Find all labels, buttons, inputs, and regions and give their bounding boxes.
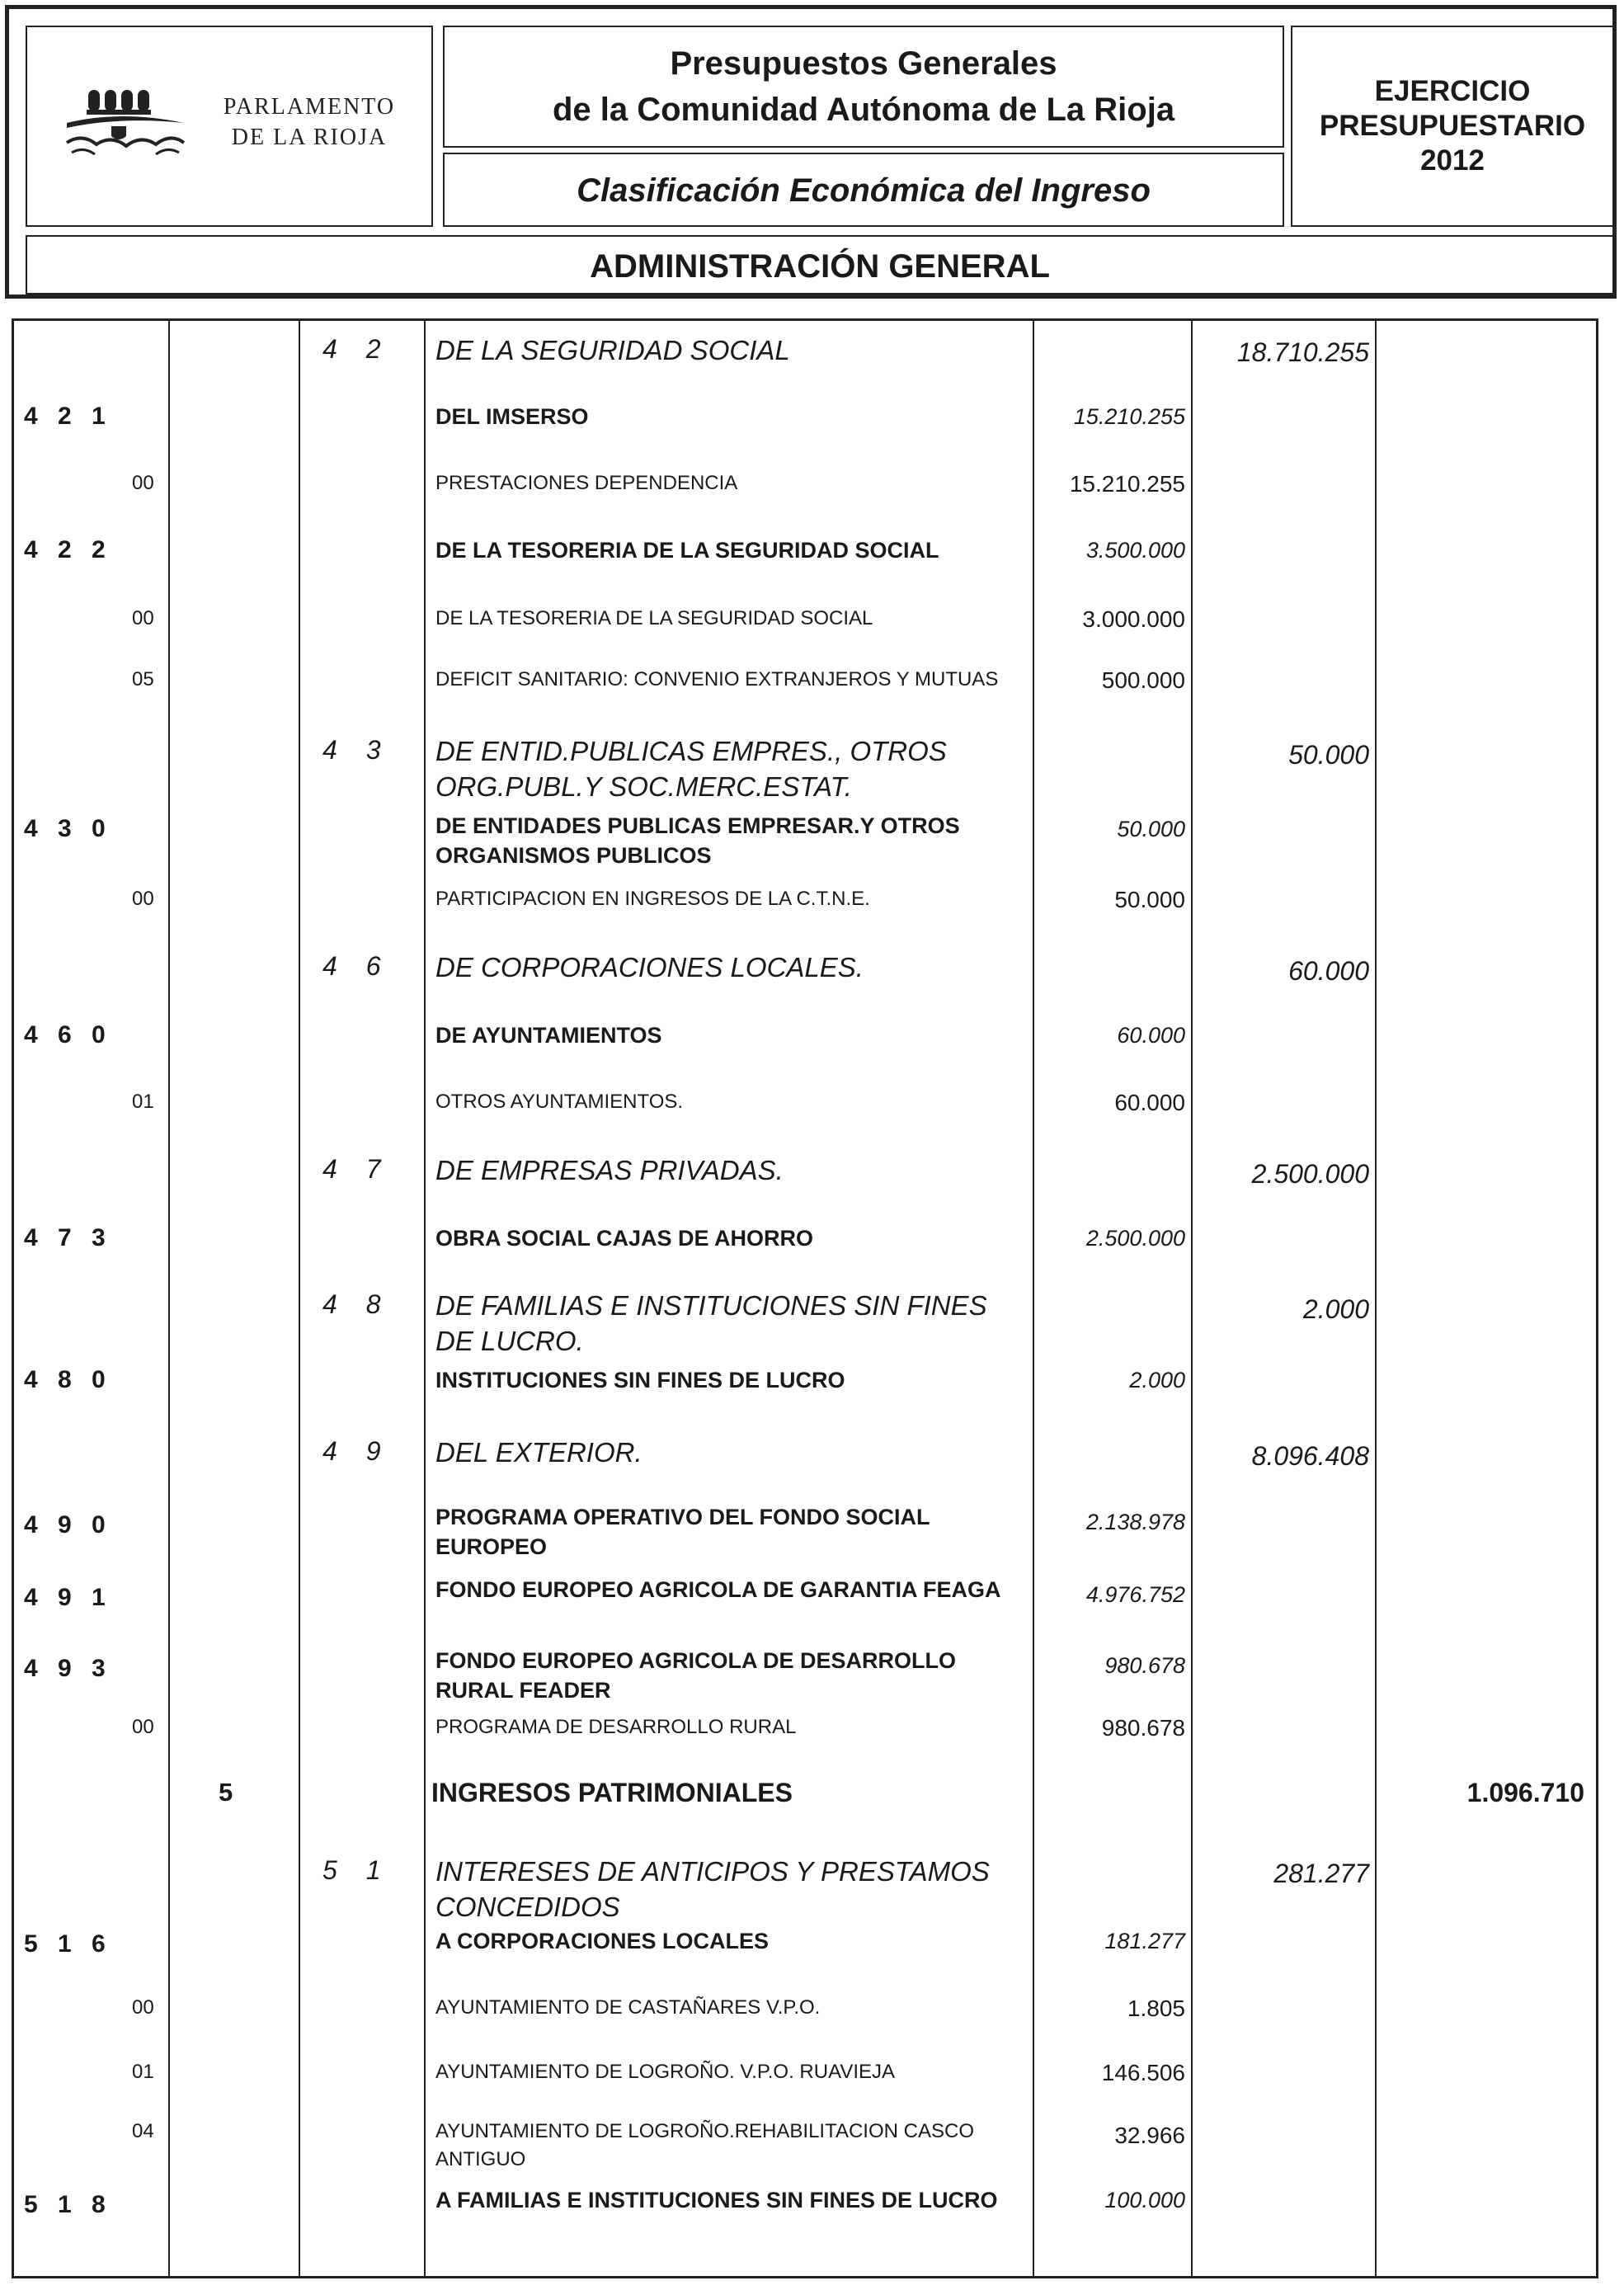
articulo-amount: 18.710.255 xyxy=(1236,337,1369,367)
row-description: DE AYUNTAMIENTOS xyxy=(435,1023,662,1048)
concepto-amount: 60.000 xyxy=(1117,1023,1185,1048)
row-description: OTROS AYUNTAMIENTOS. xyxy=(435,1091,684,1113)
concepto-code: 4 9 0 xyxy=(24,1511,107,1538)
exercise-box xyxy=(1291,26,1614,227)
articulo-code: 4 3 xyxy=(322,735,381,765)
budget-table xyxy=(12,318,1598,2278)
subconcepto-code: 05 xyxy=(132,668,154,690)
column-divider xyxy=(424,321,426,2276)
subconcepto-amount: 50.000 xyxy=(1114,887,1185,912)
articulo-amount: 281.277 xyxy=(1273,1859,1369,1888)
articulo-amount: 2.500.000 xyxy=(1251,1159,1369,1189)
concepto-amount: 2.000 xyxy=(1129,1368,1185,1392)
subconcepto-code: 01 xyxy=(132,1091,154,1113)
parliament-box xyxy=(26,26,433,227)
concepto-amount: 3.500.000 xyxy=(1085,538,1185,563)
concepto-code: 4 6 0 xyxy=(24,1021,107,1048)
concepto-amount: 100.000 xyxy=(1104,2188,1185,2212)
institution-name xyxy=(202,92,417,153)
classification-title: Clasificación Económica del Ingreso xyxy=(577,172,1151,209)
row-description: DE ENTIDADES PUBLICAS EMPRESAR.Y OTROS ORGANISMOS PUBLICOS xyxy=(435,813,960,868)
row-description: AYUNTAMIENTO DE LOGROÑO.REHABILITACION CASCO ANTIGUO xyxy=(435,2120,974,2170)
row-description: DEL EXTERIOR. xyxy=(435,1437,643,1468)
concepto-code: 4 8 0 xyxy=(24,1366,107,1393)
concepto-amount: 2.138.978 xyxy=(1085,1510,1185,1534)
row-description: DE CORPORACIONES LOCALES. xyxy=(435,952,864,982)
subconcepto-amount: 3.000.000 xyxy=(1082,606,1185,632)
subconcepto-amount: 1.805 xyxy=(1127,1996,1185,2021)
subconcepto-amount: 32.966 xyxy=(1114,2123,1185,2148)
row-description: INTERESES DE ANTICIPOS Y PRESTAMOS CONCEDIDOS xyxy=(435,1856,990,1922)
section-box xyxy=(26,235,1614,294)
subconcepto-code: 00 xyxy=(132,1996,154,2019)
row-description: AYUNTAMIENTO DE CASTAÑARES V.P.O. xyxy=(435,1996,821,2019)
subconcepto-amount: 500.000 xyxy=(1101,667,1185,693)
row-description: INSTITUCIONES SIN FINES DE LUCRO xyxy=(435,1368,845,1392)
concepto-amount: 2.500.000 xyxy=(1085,1226,1185,1251)
row-description: PROGRAMA OPERATIVO DEL FONDO SOCIAL EUROPEO xyxy=(435,1505,930,1559)
exercise-line1: EJERCICIO xyxy=(1374,75,1531,107)
subconcepto-code: 00 xyxy=(132,888,154,910)
row-description: DEFICIT SANITARIO: CONVENIO EXTRANJEROS Y MUTUAS xyxy=(435,668,999,690)
concepto-amount: 50.000 xyxy=(1117,817,1185,841)
subconcepto-code: 04 xyxy=(132,2120,154,2142)
articulo-code: 4 7 xyxy=(322,1154,381,1184)
title-line1: Presupuestos Generales xyxy=(670,45,1057,82)
row-description: PROGRAMA DE DESARROLLO RURAL xyxy=(435,1716,797,1738)
concepto-code: 4 2 1 xyxy=(24,403,107,430)
subconcepto-code: 01 xyxy=(132,2061,154,2083)
row-description: A FAMILIAS E INSTITUCIONES SIN FINES DE LUCRO xyxy=(435,2188,998,2212)
title-box xyxy=(443,26,1284,148)
concepto-amount: 980.678 xyxy=(1104,1653,1185,1678)
concepto-code: 5 1 6 xyxy=(24,1930,107,1958)
articulo-code: 4 2 xyxy=(322,334,381,364)
row-description: DE LA SEGURIDAD SOCIAL xyxy=(435,335,790,365)
row-description: A CORPORACIONES LOCALES xyxy=(435,1929,770,1953)
capitulo-code: 5 xyxy=(219,1778,233,1807)
institution-line2: DE LA RIOJA xyxy=(231,125,388,150)
title-line2: de la Comunidad Autónoma de La Rioja xyxy=(552,92,1175,128)
row-description: AYUNTAMIENTO DE LOGROÑO. V.P.O. RUAVIEJA xyxy=(435,2061,896,2083)
row-description: PRESTACIONES DEPENDENCIA xyxy=(435,472,738,494)
subconcepto-amount: 15.210.255 xyxy=(1069,471,1185,497)
concepto-code: 4 2 2 xyxy=(24,536,107,563)
subconcepto-amount: 146.506 xyxy=(1101,2060,1185,2085)
concepto-code: 4 3 0 xyxy=(24,815,107,842)
articulo-amount: 60.000 xyxy=(1288,956,1369,986)
subconcepto-code: 00 xyxy=(132,472,154,494)
row-description: FONDO EUROPEO AGRICOLA DE GARANTIA FEAGA xyxy=(435,1577,1001,1602)
section-title: ADMINISTRACIÓN GENERAL xyxy=(590,248,1050,285)
capitulo-amount: 1.096.710 xyxy=(1466,1778,1584,1807)
articulo-code: 4 9 xyxy=(322,1436,381,1466)
row-description: DE FAMILIAS E INSTITUCIONES SIN FINES DE LUCRO. xyxy=(435,1290,987,1356)
row-description: INGRESOS PATRIMONIALES xyxy=(431,1778,793,1807)
concepto-code: 5 1 8 xyxy=(24,2191,107,2218)
articulo-amount: 2.000 xyxy=(1302,1294,1369,1324)
concepto-code: 4 9 1 xyxy=(24,1584,107,1611)
concepto-code: 4 7 3 xyxy=(24,1224,107,1251)
column-divider xyxy=(1033,321,1034,2276)
subconcepto-code: 00 xyxy=(132,1716,154,1738)
subconcepto-amount: 60.000 xyxy=(1114,1090,1185,1115)
exercise-year: 2012 xyxy=(1420,144,1485,177)
document-header xyxy=(5,5,1617,299)
articulo-amount: 8.096.408 xyxy=(1251,1441,1369,1471)
row-description: DE EMPRESAS PRIVADAS. xyxy=(435,1155,784,1185)
institution-line1: PARLAMENTO xyxy=(223,94,396,120)
column-divider xyxy=(1375,321,1377,2276)
row-description: FONDO EUROPEO AGRICOLA DE DESARROLLO RURAL FEADER xyxy=(435,1648,957,1703)
row-description: PARTICIPACION EN INGRESOS DE LA C.T.N.E. xyxy=(435,888,870,910)
subconcepto-code: 00 xyxy=(132,607,154,629)
row-description: DE ENTID.PUBLICAS EMPRES., OTROS ORG.PUBL.Y SOC.MERC.ESTAT. xyxy=(435,736,947,802)
row-description: DE LA TESORERIA DE LA SEGURIDAD SOCIAL xyxy=(435,607,873,629)
row-description: DEL IMSERSO xyxy=(435,404,589,429)
row-description: OBRA SOCIAL CAJAS DE AHORRO xyxy=(435,1226,814,1251)
exercise-line2: PRESUPUESTARIO xyxy=(1319,110,1586,142)
concepto-amount: 15.210.255 xyxy=(1073,404,1185,429)
subconcepto-amount: 980.678 xyxy=(1101,1715,1185,1741)
articulo-amount: 50.000 xyxy=(1288,740,1369,770)
row-description: DE LA TESORERIA DE LA SEGURIDAD SOCIAL xyxy=(435,538,939,563)
concepto-amount: 181.277 xyxy=(1104,1929,1185,1953)
column-divider xyxy=(299,321,300,2276)
articulo-code: 5 1 xyxy=(322,1855,381,1885)
parliament-logo-icon xyxy=(64,73,187,164)
classification-box xyxy=(443,153,1284,227)
articulo-code: 4 6 xyxy=(322,951,381,981)
concepto-code: 4 9 3 xyxy=(24,1655,107,1682)
articulo-code: 4 8 xyxy=(322,1289,381,1319)
column-divider xyxy=(1191,321,1193,2276)
concepto-amount: 4.976.752 xyxy=(1085,1582,1185,1607)
